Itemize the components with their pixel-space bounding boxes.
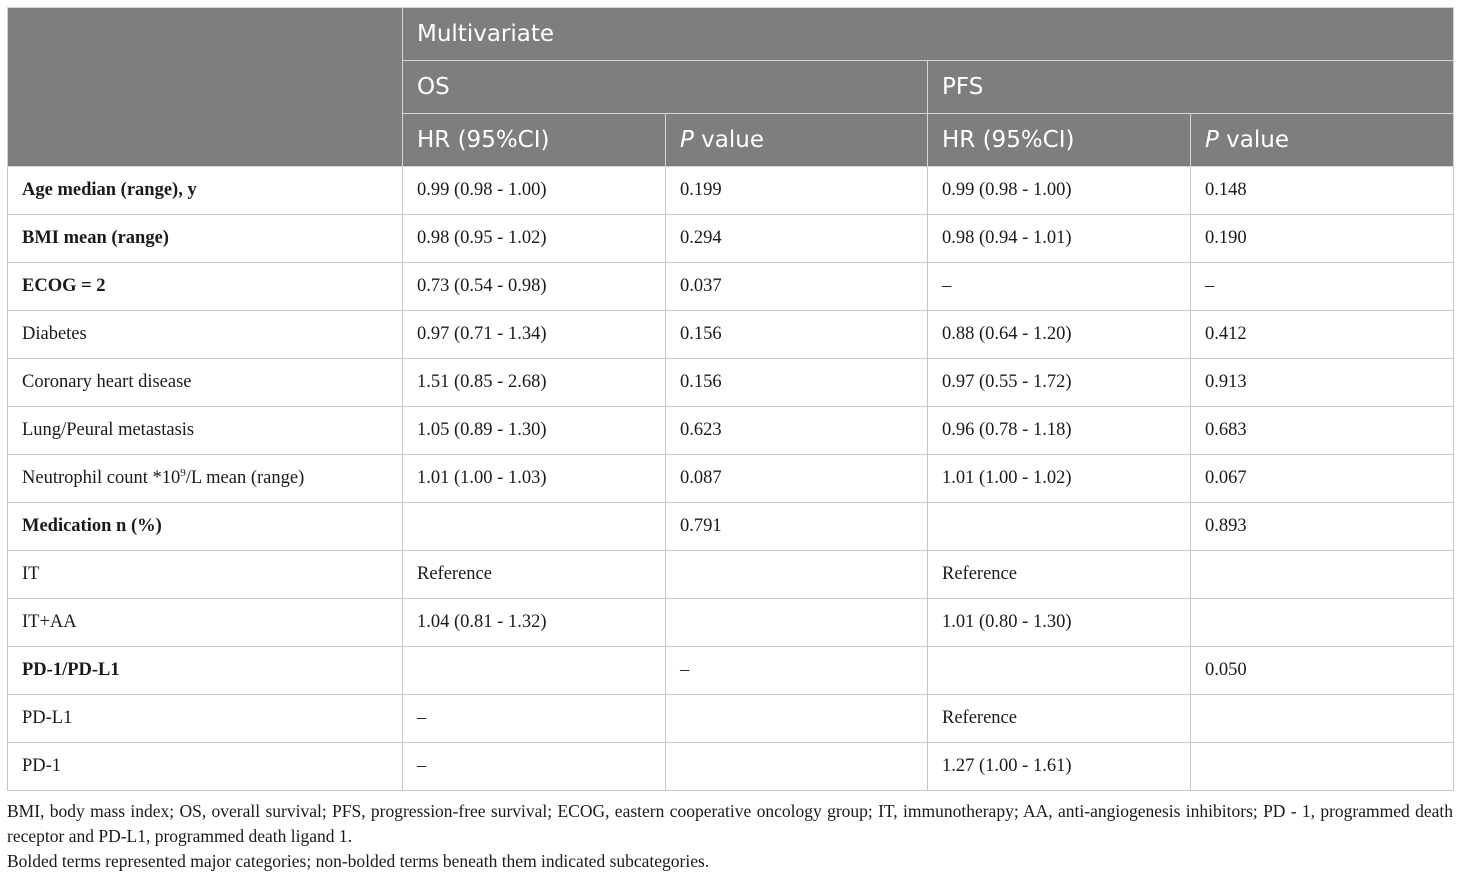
pfs-p-cell: 0.893	[1191, 503, 1454, 551]
pfs-hr-cell: Reference	[928, 551, 1191, 599]
os-p-cell: 0.156	[666, 311, 928, 359]
pfs-p-cell	[1191, 695, 1454, 743]
table-row	[8, 215, 1454, 263]
row-label: PD-1	[8, 743, 403, 791]
os-p-cell	[666, 695, 928, 743]
os-hr-cell: 1.05 (0.89 - 1.30)	[403, 407, 666, 455]
header-corner-cell	[8, 8, 403, 167]
pfs-hr-cell: 1.01 (0.80 - 1.30)	[928, 599, 1191, 647]
os-hr-cell: 0.73 (0.54 - 0.98)	[403, 263, 666, 311]
os-hr-cell: 0.97 (0.71 - 1.34)	[403, 311, 666, 359]
os-hr-cell: –	[403, 743, 666, 791]
table-footnote	[7, 799, 1453, 874]
row-label: ECOG = 2	[8, 263, 403, 311]
os-p-cell: 0.623	[666, 407, 928, 455]
table-row	[8, 455, 1454, 503]
table-container	[7, 7, 1453, 874]
pfs-p-cell: 0.913	[1191, 359, 1454, 407]
footnote-categories: Bolded terms represented major categories; non-bolded terms beneath them indicated subcategories.	[7, 851, 710, 871]
row-label: IT	[8, 551, 403, 599]
os-hr-cell	[403, 647, 666, 695]
p-italic: P	[1205, 127, 1219, 153]
pfs-hr-cell	[928, 503, 1191, 551]
os-hr-cell: Reference	[403, 551, 666, 599]
os-p-cell	[666, 599, 928, 647]
pfs-hr-cell: 0.88 (0.64 - 1.20)	[928, 311, 1191, 359]
pfs-p-cell: 0.067	[1191, 455, 1454, 503]
os-p-cell: 0.156	[666, 359, 928, 407]
pfs-p-cell: 0.190	[1191, 215, 1454, 263]
header-row-group	[8, 8, 1454, 61]
p-rest: value	[1218, 127, 1290, 153]
header-os-hr: HR (95%CI)	[403, 114, 666, 167]
pfs-p-cell	[1191, 551, 1454, 599]
table-row	[8, 647, 1454, 695]
pfs-hr-cell: Reference	[928, 695, 1191, 743]
row-label: IT+AA	[8, 599, 403, 647]
multivariate-table	[7, 7, 1454, 791]
os-p-cell: 0.087	[666, 455, 928, 503]
row-label-post: /L mean (range)	[185, 468, 305, 488]
os-p-cell: 0.791	[666, 503, 928, 551]
header-os: OS	[403, 61, 928, 114]
pfs-p-cell: –	[1191, 263, 1454, 311]
row-label: PD-1/PD-L1	[8, 647, 403, 695]
os-hr-cell: 1.01 (1.00 - 1.03)	[403, 455, 666, 503]
table-row	[8, 263, 1454, 311]
table-row	[8, 407, 1454, 455]
os-p-cell	[666, 551, 928, 599]
os-hr-cell: 0.98 (0.95 - 1.02)	[403, 215, 666, 263]
os-hr-cell: 1.51 (0.85 - 2.68)	[403, 359, 666, 407]
os-hr-cell: –	[403, 695, 666, 743]
pfs-hr-cell: 0.98 (0.94 - 1.01)	[928, 215, 1191, 263]
pfs-p-cell: 0.050	[1191, 647, 1454, 695]
table-row	[8, 599, 1454, 647]
row-label: BMI mean (range)	[8, 215, 403, 263]
os-p-cell	[666, 743, 928, 791]
os-p-cell: 0.037	[666, 263, 928, 311]
table-row	[8, 695, 1454, 743]
os-hr-cell: 1.04 (0.81 - 1.32)	[403, 599, 666, 647]
os-p-cell: –	[666, 647, 928, 695]
row-label: Coronary heart disease	[8, 359, 403, 407]
table-row	[8, 359, 1454, 407]
pfs-p-cell: 0.412	[1191, 311, 1454, 359]
row-label-sup: 9	[180, 467, 186, 479]
pfs-hr-cell: 0.99 (0.98 - 1.00)	[928, 167, 1191, 215]
pfs-p-cell	[1191, 743, 1454, 791]
pfs-hr-cell: 0.97 (0.55 - 1.72)	[928, 359, 1191, 407]
row-label-pre: Neutrophil count *10	[22, 468, 181, 488]
footnote-abbreviations: BMI, body mass index; OS, overall survival; PFS, progression-free survival; ECOG, eastern cooperative oncology group; IT, immunotherapy; AA, anti-angiogenesis inhibitors; PD - 1, programmed death receptor and PD-L1, programmed death ligand 1.	[7, 801, 1453, 846]
row-label: Diabetes	[8, 311, 403, 359]
header-pfs-p	[1191, 114, 1454, 167]
os-hr-cell: 0.99 (0.98 - 1.00)	[403, 167, 666, 215]
os-p-cell: 0.199	[666, 167, 928, 215]
row-label	[8, 455, 403, 503]
pfs-p-cell: 0.683	[1191, 407, 1454, 455]
os-p-cell: 0.294	[666, 215, 928, 263]
table-row	[8, 551, 1454, 599]
row-label: PD-L1	[8, 695, 403, 743]
p-rest: value	[693, 127, 765, 153]
table-row	[8, 311, 1454, 359]
pfs-hr-cell: –	[928, 263, 1191, 311]
header-os-p	[666, 114, 928, 167]
row-label: Age median (range), y	[8, 167, 403, 215]
p-italic: P	[680, 127, 694, 153]
pfs-hr-cell: 1.27 (1.00 - 1.61)	[928, 743, 1191, 791]
pfs-hr-cell: 1.01 (1.00 - 1.02)	[928, 455, 1191, 503]
header-multivariate: Multivariate	[403, 8, 1454, 61]
pfs-p-cell	[1191, 599, 1454, 647]
row-label: Lung/Peural metastasis	[8, 407, 403, 455]
header-pfs-hr: HR (95%CI)	[928, 114, 1191, 167]
table-row	[8, 743, 1454, 791]
os-hr-cell	[403, 503, 666, 551]
table-row	[8, 503, 1454, 551]
pfs-hr-cell: 0.96 (0.78 - 1.18)	[928, 407, 1191, 455]
table-row	[8, 167, 1454, 215]
pfs-hr-cell	[928, 647, 1191, 695]
header-pfs: PFS	[928, 61, 1454, 114]
row-label: Medication n (%)	[8, 503, 403, 551]
pfs-p-cell: 0.148	[1191, 167, 1454, 215]
